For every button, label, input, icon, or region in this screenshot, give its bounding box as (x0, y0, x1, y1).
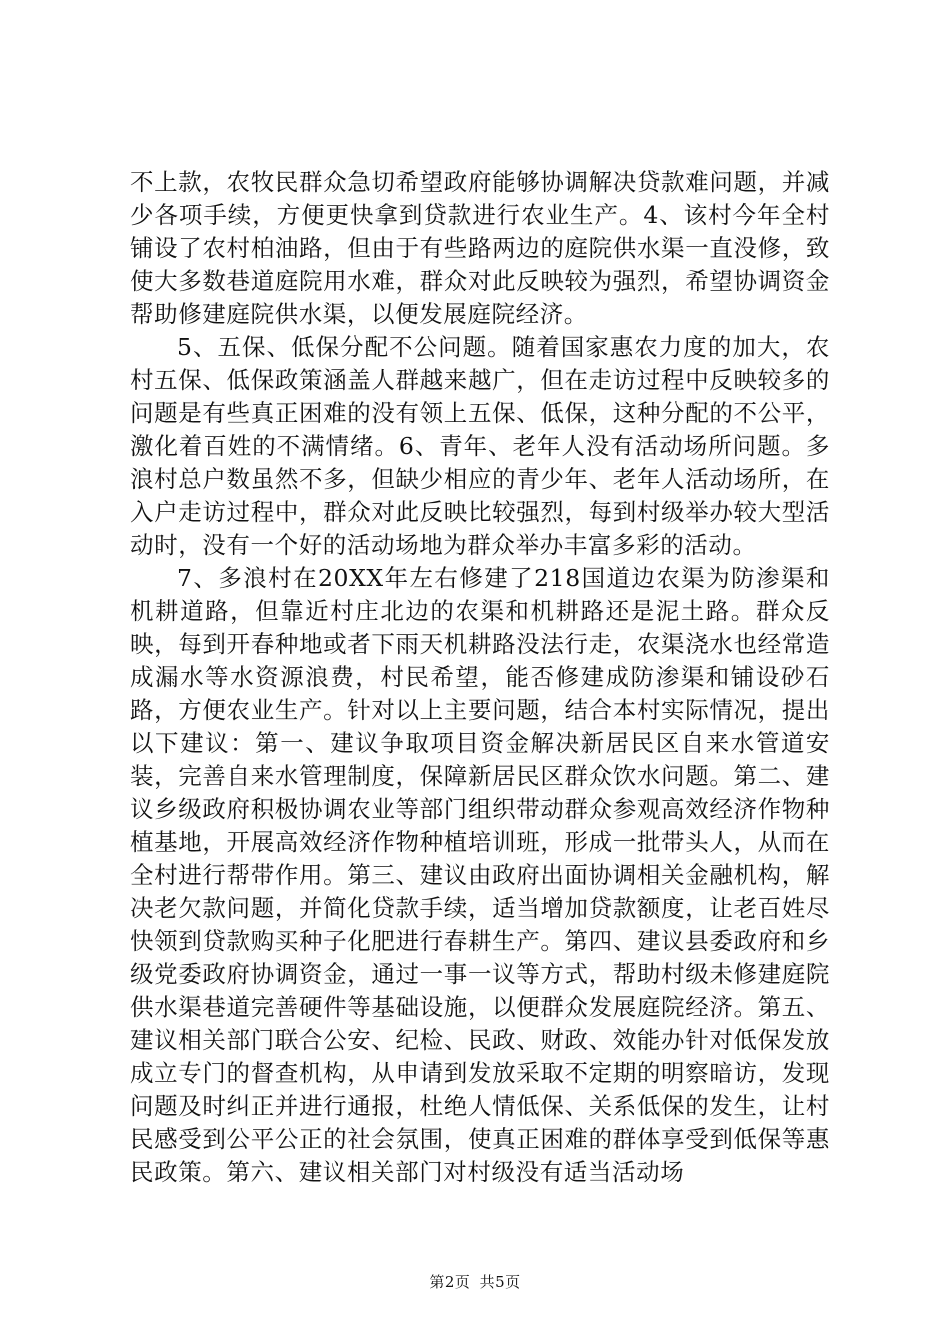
paragraph-1: 不上款，农牧民群众急切希望政府能够协调解决贷款难问题，并减少各项手续，方便更快拿到贷款进行农业生产。4、该村今年全村铺设了农村柏油路，但由于有些路两边的庭院供水渠一直没修，致使大多数巷道庭院用水难，群众对此反映较为强烈，希望协调资金帮助修建庭院供水渠，以便发展庭院经济。 (130, 168, 830, 328)
paragraph-3: 7、多浪村在20XX年左右修建了218国道边农渠为防渗渠和机耕道路，但靠近村庄北边的农渠和机耕路还是泥土路。群众反映，每到开春种地或者下雨天机耕路没法行走，农渠浇水也经常造成漏水等水资源浪费，村民希望，能否修建成防渗渠和铺设砂石路，方便农业生产。针对以上主要问题，结合本村实际情况，提出以下建议：第一、建议争取项目资金解决新居民区自来水管道安装，完善自来水管理制度，保障新居民区群众饮水问题。第二、建议乡级政府积极协调农业等部门组织带动群众参观高效经济作物种植基地，开展高效经济作物种植培训班，形成一批带头人，从而在全村进行帮带作用。第三、建议由政府出面协调相关金融机构，解决老欠款问题，并简化贷款手续，适当增加贷款额度，让老百姓尽快领到贷款购买种子化肥进行春耕生产。第四、建议县委政府和乡级党委政府协调资金，通过一事一议等方式，帮助村级未修建庭院供水渠巷道完善硬件等基础设施，以便群众发展庭院经济。第五、建议相关部门联合公安、纪检、民政、财政、效能办针对低保发放成立专门的督查机构，从申请到发放采取不定期的明察暗访，发现问题及时纠正并进行通报，杜绝人情低保、关系低保的发生，让村民感受到公平公正的社会氛围，使真正困难的群体享受到低保等惠民政策。第六、建议相关部门对村级没有适当活动场 (130, 564, 830, 1186)
page-number: 第2页 (429, 1273, 471, 1291)
document-body (130, 166, 830, 1189)
paragraph-2: 5、五保、低保分配不公问题。随着国家惠农力度的加大，农村五保、低保政策涵盖人群越来越广，但在走访过程中反映较多的问题是有些真正困难的没有领上五保、低保，这种分配的不公平，激化着百姓的不满情绪。6、青年、老年人没有活动场所问题。多浪村总户数虽然不多，但缺少相应的青少年、老年人活动场所，在入户走访过程中，群众对此反映比较强烈，每到村级举办较大型活动时，没有一个好的活动场地为群众举办丰富多彩的活动。 (130, 333, 830, 559)
page-total: 共5页 (479, 1273, 521, 1291)
page-footer (0, 1271, 950, 1292)
